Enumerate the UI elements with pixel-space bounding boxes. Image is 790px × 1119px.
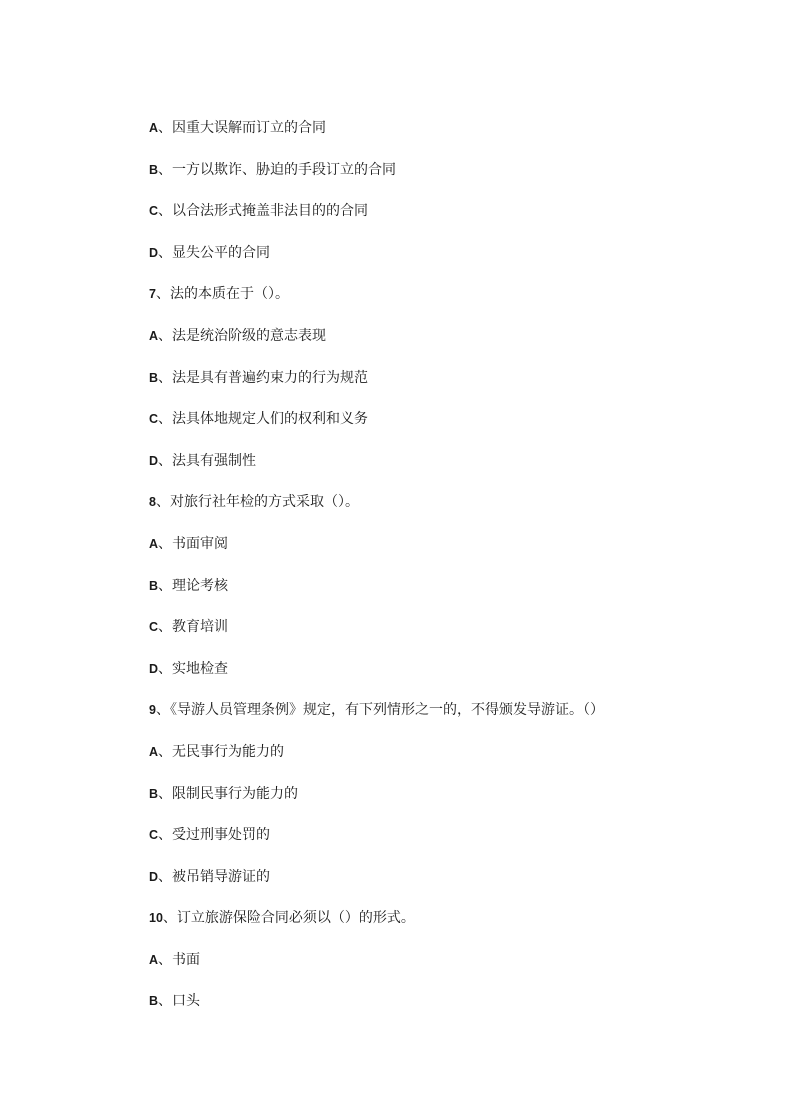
option-line: [149, 160, 604, 202]
option-line: [149, 576, 604, 618]
option-line: [149, 867, 604, 909]
line-lead: C: [149, 412, 159, 427]
line-text: 、法是统治阶级的意志表现: [158, 327, 327, 344]
line-lead: B: [149, 578, 159, 593]
line-lead: A: [149, 744, 159, 759]
option-line: [149, 742, 604, 784]
line-lead: D: [149, 453, 159, 468]
option-line: [149, 243, 604, 285]
line-text: 、法具有强制性: [158, 452, 257, 469]
option-line: [149, 950, 604, 992]
question-line: [149, 908, 604, 950]
line-text: 、法是具有普遍约束力的行为规范: [158, 369, 369, 386]
option-line: [149, 784, 604, 826]
line-lead: D: [149, 661, 159, 676]
line-lead: A: [149, 328, 159, 343]
line-text: 、书面: [158, 951, 201, 968]
question-list: [149, 118, 604, 1033]
option-line: [149, 659, 604, 701]
question-line: [149, 700, 604, 742]
question-text: 、法的本质在于（）。: [155, 286, 289, 303]
question-number: 8: [149, 495, 156, 510]
option-line: [149, 825, 604, 867]
question-text: 、订立旅游保险合同必须以（）的形式。: [162, 910, 415, 927]
line-text: 、显失公平的合同: [158, 244, 271, 261]
option-line: [149, 326, 604, 368]
option-line: [149, 118, 604, 160]
line-lead: C: [149, 204, 159, 219]
line-lead: B: [149, 162, 159, 177]
line-lead: B: [149, 786, 159, 801]
line-lead: C: [149, 620, 159, 635]
line-text: 、书面审阅: [158, 535, 229, 552]
line-lead: A: [149, 121, 159, 135]
question-line: [149, 492, 604, 534]
option-line: [149, 617, 604, 659]
question-text: 、对旅行社年检的方式采取（）。: [155, 494, 359, 511]
line-text: 、无民事行为能力的: [158, 743, 285, 760]
option-line: [149, 451, 604, 493]
option-line: [149, 201, 604, 243]
line-lead: D: [149, 245, 159, 260]
line-lead: A: [149, 952, 159, 967]
question-line: [149, 284, 604, 326]
line-text: 、被吊销导游证的: [158, 868, 271, 885]
option-line: [149, 409, 604, 451]
line-text: 、一方以欺诈、胁迫的手段订立的合同: [158, 161, 397, 178]
option-line: [149, 368, 604, 410]
option-line: [149, 534, 604, 576]
line-text: 、教育培训: [158, 619, 229, 636]
line-lead: C: [149, 828, 159, 843]
question-number: 9: [149, 703, 156, 718]
line-lead: A: [149, 536, 159, 551]
line-text: 、以合法形式掩盖非法目的的合同: [158, 203, 369, 220]
line-lead: D: [149, 869, 159, 884]
line-lead: B: [149, 994, 159, 1009]
line-text: 、口头: [158, 993, 201, 1010]
question-number: 7: [149, 287, 156, 302]
line-text: 、理论考核: [158, 577, 229, 594]
line-text: 、因重大误解而订立的合同: [158, 120, 327, 136]
line-text: 、实地检查: [158, 660, 229, 677]
question-number: 10: [149, 911, 163, 926]
line-text: 、受过刑事处罚的: [158, 827, 271, 844]
line-text: 、法具体地规定人们的权利和义务: [158, 411, 369, 428]
question-text: 、《导游人员管理条例》规定，有下列情形之一的，不得颁发导游证。（）: [155, 702, 604, 719]
option-line: [149, 991, 604, 1033]
line-text: 、限制民事行为能力的: [158, 785, 299, 802]
line-lead: B: [149, 370, 159, 385]
